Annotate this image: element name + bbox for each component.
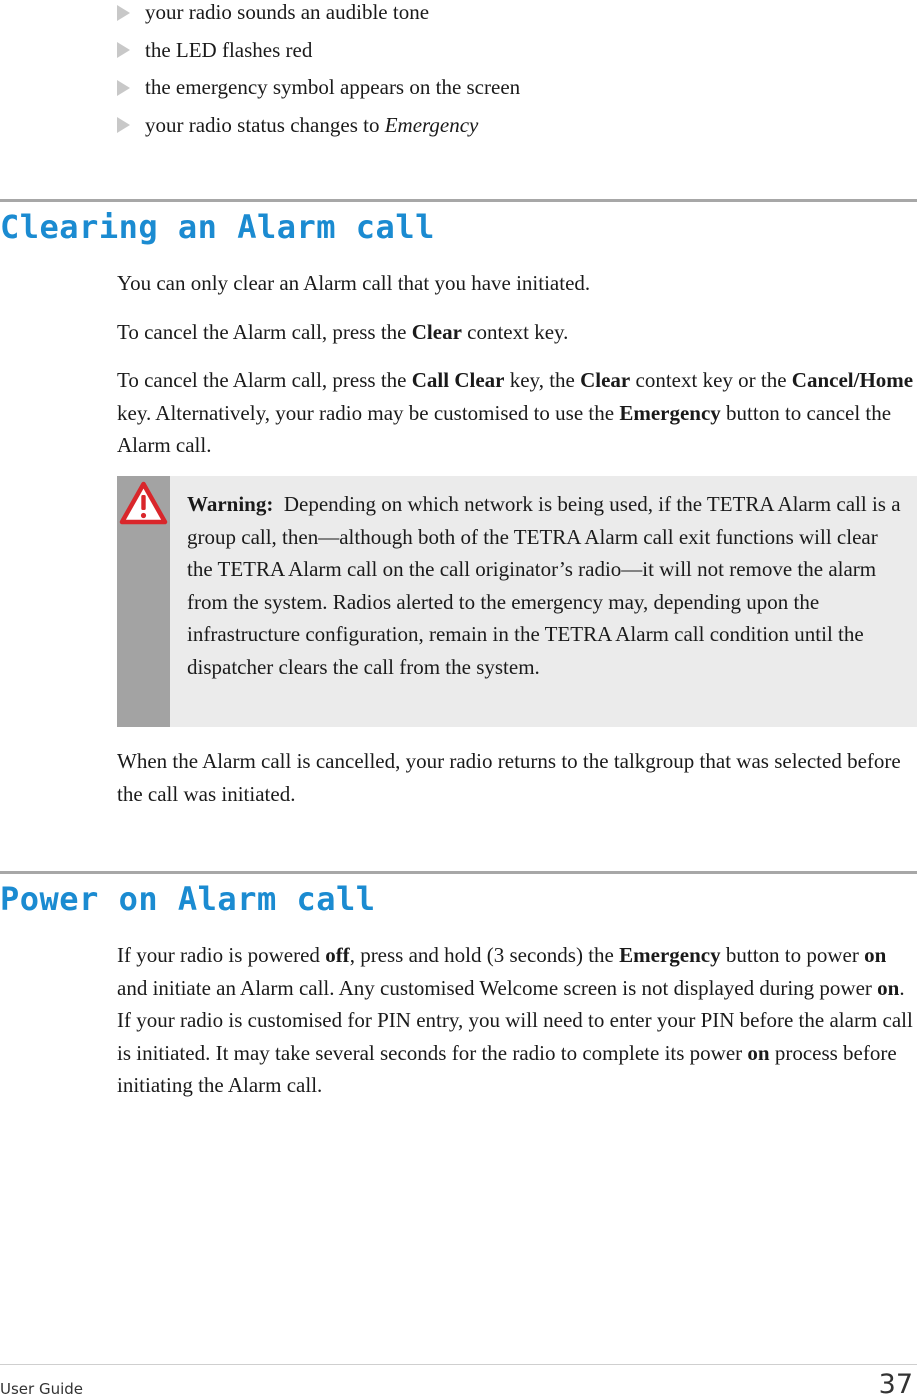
list-item: the LED flashes red	[117, 32, 907, 70]
bullet-arrow-icon	[117, 80, 130, 96]
warning-text: Warning: Depending on which network is being used, if the TETRA Alarm call is a group call, then—although both of the TETRA Alarm call exit functions will clear the TETRA Alarm call on the call originator’s radio—it will not remove the alarm from the system. Radios alerted to the emergency may, depending upon the infrastructure configuration, remain in the TETRA Alarm call condition until the dispatcher clears the call from the system.	[187, 492, 906, 679]
section-divider	[0, 199, 917, 202]
page-number: 37	[878, 1369, 913, 1400]
status-bullet-list	[117, 0, 907, 144]
list-item: your radio status changes to Emergency	[117, 107, 907, 145]
list-item: the emergency symbol appears on the screen	[117, 69, 907, 107]
warning-callout	[117, 476, 917, 727]
paragraph: If your radio is powered off, press and hold (3 seconds) the Emergency button to power on and initiate an Alarm call. Any customised Welcome screen is not displayed during power on. If your radio is customised for PIN entry, you will need to enter your PIN before the alarm call is initiated. It may take several seconds for the radio to complete its power on process before initiating the Alarm call.	[117, 943, 913, 1097]
section-title-clearing: Clearing an Alarm call	[0, 208, 435, 246]
paragraph: To cancel the Alarm call, press the Clear context key.	[117, 320, 569, 344]
footer-divider	[0, 1364, 917, 1365]
bullet-arrow-icon	[117, 5, 130, 21]
bullet-arrow-icon	[117, 117, 130, 133]
paragraph: To cancel the Alarm call, press the Call Clear key, the Clear context key or the Cancel/Home key. Alternatively, your radio may be customised to use the Emergency button to cancel the Alarm call.	[117, 368, 914, 457]
list-item: your radio sounds an audible tone	[117, 0, 907, 32]
paragraph: You can only clear an Alarm call that you have initiated.	[117, 271, 591, 295]
section-title-power-on: Power on Alarm call	[0, 880, 376, 918]
footer-document-title: User Guide	[0, 1380, 84, 1398]
paragraph: When the Alarm call is cancelled, your radio returns to the talkgroup that was selected before the call was initiated.	[117, 749, 901, 806]
bullet-arrow-icon	[117, 42, 130, 58]
warning-triangle-icon	[119, 481, 168, 525]
warning-sidebar	[117, 476, 170, 727]
section-divider	[0, 871, 917, 874]
